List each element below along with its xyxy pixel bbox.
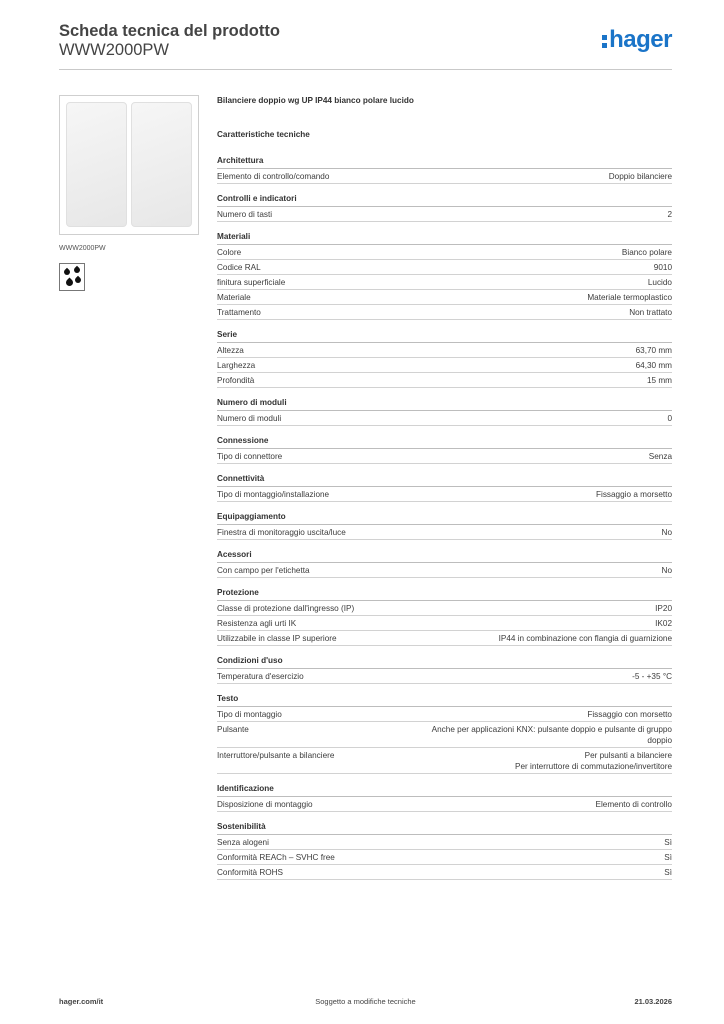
spec-label: Senza alogeni <box>217 837 269 847</box>
spec-value: Sì <box>664 837 672 847</box>
spec-label: Finestra di monitoraggio uscita/luce <box>217 527 346 537</box>
spec-value: 63,70 mm <box>635 345 672 355</box>
section-title: Numero di moduli <box>217 397 672 411</box>
spec-row <box>217 601 672 616</box>
spec-value: Fissaggio con morsetto <box>587 709 672 719</box>
spec-value: IP20 <box>655 603 672 613</box>
spec-row <box>217 169 672 184</box>
spec-label: Con campo per l'etichetta <box>217 565 310 575</box>
spec-row <box>217 290 672 305</box>
footer-disclaimer: Soggetto a modifiche tecniche <box>315 997 416 1006</box>
section-title: Connettività <box>217 473 672 487</box>
spec-value: 2 <box>667 209 672 219</box>
section-title: Acessori <box>217 549 672 563</box>
spec-row <box>217 358 672 373</box>
spec-section <box>217 549 672 578</box>
spec-row <box>217 722 672 748</box>
spec-label: Larghezza <box>217 360 256 370</box>
spec-row <box>217 525 672 540</box>
spec-row <box>217 305 672 320</box>
section-title: Serie <box>217 329 672 343</box>
spec-section <box>217 155 672 184</box>
footer-date: 21.03.2026 <box>634 997 672 1006</box>
spec-value: 9010 <box>653 262 672 272</box>
spec-label: Interruttore/pulsante a bilanciere <box>217 750 335 760</box>
spec-label: Colore <box>217 247 242 257</box>
spec-row <box>217 275 672 290</box>
spec-section <box>217 329 672 388</box>
spec-section <box>217 435 672 464</box>
drop-4 <box>74 276 82 284</box>
spec-value: Materiale termoplastico <box>587 292 672 302</box>
spec-value: No <box>661 565 672 575</box>
section-title: Architettura <box>217 155 672 169</box>
spec-label: Conformità REACh – SVHC free <box>217 852 335 862</box>
product-code: WWW2000PW <box>59 41 170 59</box>
section-title: Connessione <box>217 435 672 449</box>
spec-label: Numero di tasti <box>217 209 273 219</box>
spec-section <box>217 783 672 812</box>
drop-3 <box>65 278 75 288</box>
spec-sheet <box>217 95 672 889</box>
spec-sections <box>217 155 672 880</box>
spec-label: Tipo di montaggio/installazione <box>217 489 330 499</box>
spec-section <box>217 473 672 502</box>
spec-value: 64,30 mm <box>635 360 672 370</box>
section-title: Sostenibilità <box>217 821 672 835</box>
spec-row <box>217 449 672 464</box>
rocker-left <box>66 102 127 227</box>
spec-value: 15 mm <box>646 375 672 385</box>
product-image <box>59 95 199 235</box>
spec-value: Fissaggio a morsetto <box>596 489 672 499</box>
section-title: Controlli e indicatori <box>217 193 672 207</box>
spec-value: Elemento di controllo <box>595 799 672 809</box>
section-title: Identificazione <box>217 783 672 797</box>
spec-label: Altezza <box>217 345 244 355</box>
spec-row <box>217 487 672 502</box>
spec-label: Utilizzabile in classe IP superiore <box>217 633 337 643</box>
spec-label: Tipo di connettore <box>217 451 283 461</box>
spec-label: Codice RAL <box>217 262 261 272</box>
spec-section <box>217 511 672 540</box>
spec-label: finitura superficiale <box>217 277 286 287</box>
spec-value: IP44 in combinazione con flangia di guarnizione <box>498 633 672 643</box>
spec-value: Sì <box>664 852 672 862</box>
page-title: Scheda tecnica del prodotto <box>59 22 280 40</box>
spec-row <box>217 207 672 222</box>
spec-label: Resistenza agli urti IK <box>217 618 297 628</box>
spec-value: IK02 <box>655 618 672 628</box>
spec-label: Elemento di controllo/comando <box>217 171 330 181</box>
spec-section <box>217 693 672 774</box>
spec-row <box>217 707 672 722</box>
spec-row <box>217 850 672 865</box>
spec-row <box>217 835 672 850</box>
logo-dots-icon <box>602 33 607 48</box>
product-description: Bilanciere doppio wg UP IP44 bianco polare lucido <box>217 96 414 105</box>
page-header <box>59 22 672 70</box>
spec-label: Numero di moduli <box>217 413 282 423</box>
spec-label: Materiale <box>217 292 251 302</box>
drop-2 <box>73 266 81 274</box>
spec-row <box>217 631 672 646</box>
spec-section <box>217 193 672 222</box>
spec-value: Per pulsanti a bilanciere Per interruttore di commutazione/invertitore <box>515 750 672 771</box>
spec-value: Lucido <box>647 277 672 287</box>
spec-section <box>217 587 672 646</box>
spec-value: -5 - +35 °C <box>632 671 672 681</box>
spec-value: Sì <box>664 867 672 877</box>
spec-row <box>217 865 672 880</box>
spec-section <box>217 397 672 426</box>
rocker-right <box>131 102 192 227</box>
water-drops-icon <box>59 263 85 291</box>
spec-value: Bianco polare <box>621 247 672 257</box>
spec-label: Trattamento <box>217 307 261 317</box>
spec-value: 0 <box>667 413 672 423</box>
spec-row <box>217 260 672 275</box>
spec-row <box>217 343 672 358</box>
spec-section <box>217 231 672 320</box>
spec-label: Pulsante <box>217 724 249 734</box>
section-title: Materiali <box>217 231 672 245</box>
spec-section <box>217 821 672 880</box>
spec-value: Doppio bilanciere <box>608 171 672 181</box>
section-title: Protezione <box>217 587 672 601</box>
spec-row <box>217 797 672 812</box>
spec-row <box>217 616 672 631</box>
spec-value: Non trattato <box>629 307 672 317</box>
spec-label: Classe di protezione dall'ingresso (IP) <box>217 603 355 613</box>
spec-row <box>217 245 672 260</box>
section-title: Equipaggiamento <box>217 511 672 525</box>
drop-1 <box>63 268 71 276</box>
spec-row <box>217 669 672 684</box>
hager-logo <box>602 26 672 54</box>
footer-website[interactable]: hager.com/it <box>59 997 104 1006</box>
section-title: Testo <box>217 693 672 707</box>
product-image-caption: WWW2000PW <box>59 245 106 252</box>
spec-label: Disposizione di montaggio <box>217 799 313 809</box>
section-title: Condizioni d'uso <box>217 655 672 669</box>
spec-row <box>217 563 672 578</box>
spec-value: No <box>661 527 672 537</box>
spec-row <box>217 411 672 426</box>
spec-section <box>217 655 672 684</box>
spec-label: Profondità <box>217 375 255 385</box>
spec-label: Conformità ROHS <box>217 867 283 877</box>
technical-characteristics-title: Caratteristiche tecniche <box>217 130 310 139</box>
spec-label: Tipo di montaggio <box>217 709 282 719</box>
logo-text: hager <box>609 26 672 53</box>
spec-row <box>217 373 672 388</box>
spec-label: Temperatura d'esercizio <box>217 671 304 681</box>
spec-value: Senza <box>648 451 672 461</box>
spec-row <box>217 748 672 774</box>
spec-value: Anche per applicazioni KNX: pulsante doppio e pulsante di gruppo doppio <box>431 724 672 745</box>
